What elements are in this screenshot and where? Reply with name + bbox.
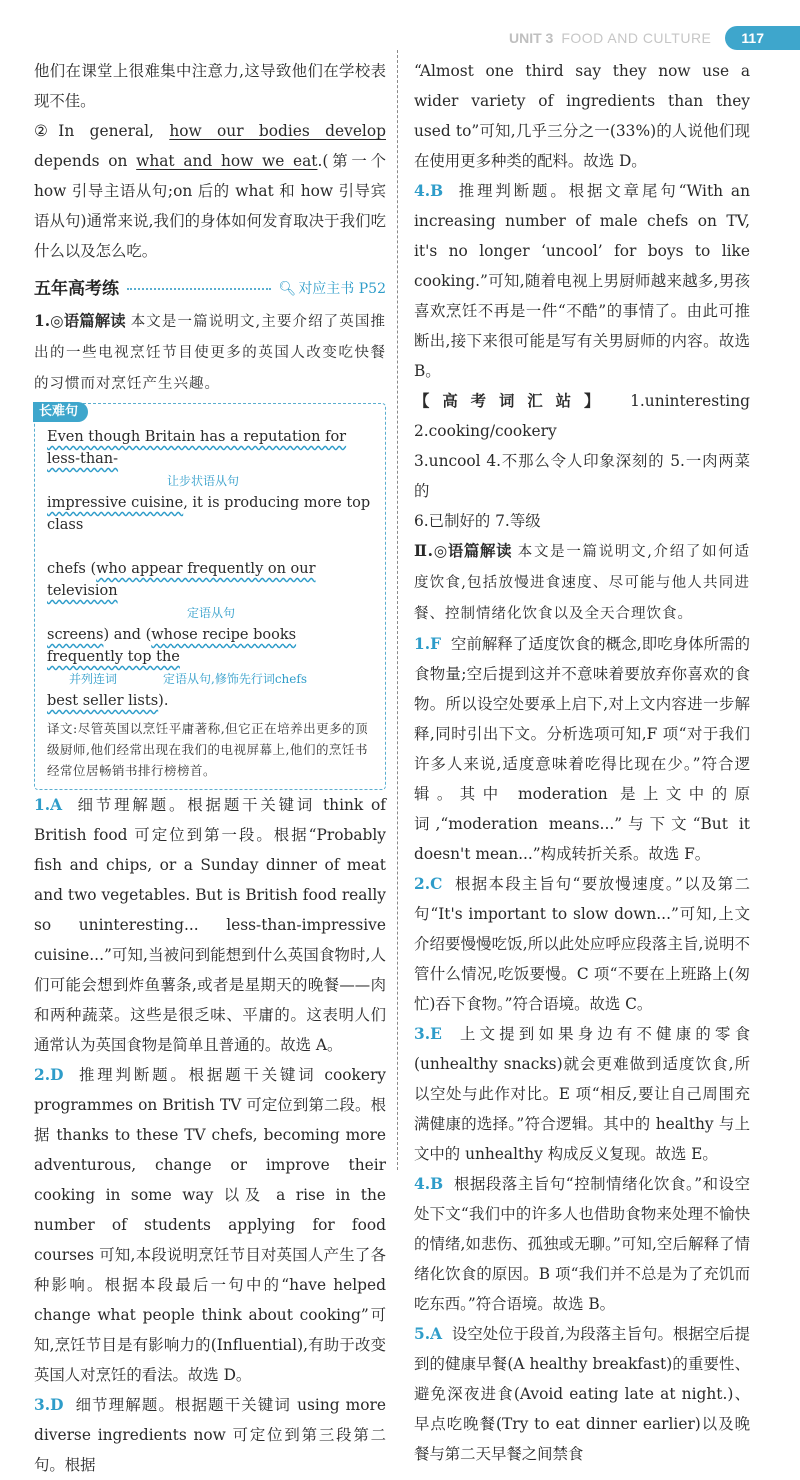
page-number: 117 [725,26,800,50]
vocab-station: 【高考词汇站】 1.uninteresting 2.cooking/cookery [414,392,750,440]
vocab-line-3: 6.已制好的 7.等级 [414,512,541,530]
underlined-clause-2: what and how we eat [136,152,318,170]
underlined-clause-1: how our bodies develop [169,122,386,140]
answer-b1: 1.F 空前解释了适度饮食的概念,即吃身体所需的食物量;空后提到这并不意味着要放弃你喜欢的食物。所以设空处要承上启下,对上文内容进一步解释,同时引出下文。分析选项可知,F 项“对于我们许多人来说,适度意味着吃得比现在少。”符合逻辑。其中 moderation 是上文中的原词,“moderation means...”与下文“But it doesn't mean...”构成转折关系。故选 F。 [414,635,750,863]
answer-4: 4.B 推理判断题。根据文章尾句“With an increasing number of male chefs on TV, it's no longer ‘uncool’ for boys to like cooking.”可知,随着电视上男厨师越来越多,男孩喜欢烹饪不再是一件“不酷”的事情了。由此可推断出,接下来很可能是写有关男厨师的内容。故选 B。 [414,182,750,380]
column-divider [397,50,398,1170]
answer-3-continued: “Almost one third say they now use a wider variety of ingredients than they used to”可知,几乎三分之一(33%)的人说他们现在使用更多种类的配料。故选 D。 [414,62,750,170]
vocab-line-2: 3.uncool 4.不那么令人印象深刻的 5.一肉两菜的 [414,452,750,500]
unit-title: FOOD AND CULTURE [561,30,712,46]
right-column [414,56,750,1469]
sentence-translation: 译文:尽管英国以烹饪平庸著称,但它正在培养出更多的顶级厨师,他们经常出现在我们的电视屏幕上,他们的烹饪书经常位居畅销书排行榜榜首。 [47,721,369,778]
section-dots [127,288,271,290]
intro-paragraph-1: 他们在课堂上很难集中注意力,这导致他们在学校表现不佳。 [34,62,386,110]
magnifier-icon: 🔍︎ [278,281,297,297]
passage-summary-1: 1.◎语篇解读 本文是一篇说明文,主要介绍了英国推出的一些电视烹饪节目使更多的英国人改变吃快餐的习惯而对烹饪产生兴趣。 [34,312,386,392]
answer-2: 2.D 推理判断题。根据题干关键词 cookery programmes on British TV 可定位到第二段。根据 thanks to these TV chefs, becoming more adventurous, change or improve their cooking in some way 以及 a rise in the number of students applying for food courses 可知,本段说明烹饪节目对英国人产生了各种影响。根据本段最后一句中的“have helped change what people think about cooking”可知,烹饪节目是有影响力的(Influential),有助于改变英国人对烹饪的看法。故选 D。 [34,1066,386,1384]
answer-3: 3.D 细节理解题。根据题干关键词 using more diverse ingredients now 可定位到第三段第二句。根据 [34,1396,386,1474]
unit-label: UNIT 3 [508,30,554,46]
long-sentence: Even though Britain has a reputation for less-than- 让步状语从句 impressive cuisine, it is producing more top class chefs (who appear frequently on our television 定语从句 screens) and (whose recipe books frequently top the 并列连词 定语从句,修饰先行词chefs best seller lists). [47,429,371,709]
long-sentence-tag: 长难句 [33,402,88,422]
left-column [34,56,386,1480]
section-reference: 对应主书 P52 [298,281,386,297]
answer-b2: 2.C 根据本段主旨句“要放慢速度。”以及第二句“It's important to slow down...”可知,上文介绍要慢慢吃饭,所以此处应呼应段落主旨,说明不管什么情况,吃饭要慢。C 项“不要在上班路上(匆忙)吞下食物。”符合语境。故选 C。 [414,875,750,1013]
intro-paragraph-2: ②In general, how our bodies develop depends on what and how we eat.(第一个 how 引导主语从句;on 后的 what 和 how 引导宾语从句)通常来说,我们的身体如何发育取决于我们吃什么以及怎么吃。 [34,122,386,260]
passage-summary-2: Ⅱ.◎语篇解读 本文是一篇说明文,介绍了如何适度饮食,包括放慢进食速度、尽可能与他人共同进餐、控制情绪化饮食以及全天合理饮食。 [414,542,751,622]
section-heading [34,272,386,306]
section-title: 五年高考练 [34,279,119,299]
answer-1: 1.A 细节理解题。根据题干关键词 think of British food 可定位到第一段。根据“Probably fish and chips, or a Sunday dinner of meat and two vegetables. But is British food really so uninteresting... less-than-impressive cuisine...”可知,当被问到能想到什么英国食物时,人们可能会想到炸鱼薯条,或者是星期天的晚餐——肉和两种蔬菜。这些是很乏味、平庸的。这表明人们通常认为英国食物是简单且普通的。故选 A。 [34,796,386,1054]
page-header [509,26,800,50]
answer-b5: 5.A 设空处位于段首,为段落主旨句。根据空后提到的健康早餐(A healthy breakfast)的重要性、避免深夜进食(Avoid eating late at night.)、早点吃晚餐(Try to eat dinner earlier)以及晚餐与第二天早餐之间禁食 [414,1325,750,1463]
answer-b3: 3.E 上文提到如果身边有不健康的零食(unhealthy snacks)就会更难做到适度饮食,所以空处与此作对比。E 项“相反,要让自己周围充满健康的选择。”符合逻辑。其中的 healthy 与上文中的 unhealthy 构成反义复现。故选 E。 [414,1025,750,1163]
long-sentence-box [34,403,386,790]
answer-b4: 4.B 根据段落主旨句“控制情绪化饮食。”和设空处下文“我们中的许多人也借助食物来处理不愉快的情绪,如悲伤、孤独或无聊。”可知,空后解释了情绪化饮食的原因。B 项“我们并不总是为了充饥而吃东西。”符合语境。故选 B。 [414,1175,750,1313]
